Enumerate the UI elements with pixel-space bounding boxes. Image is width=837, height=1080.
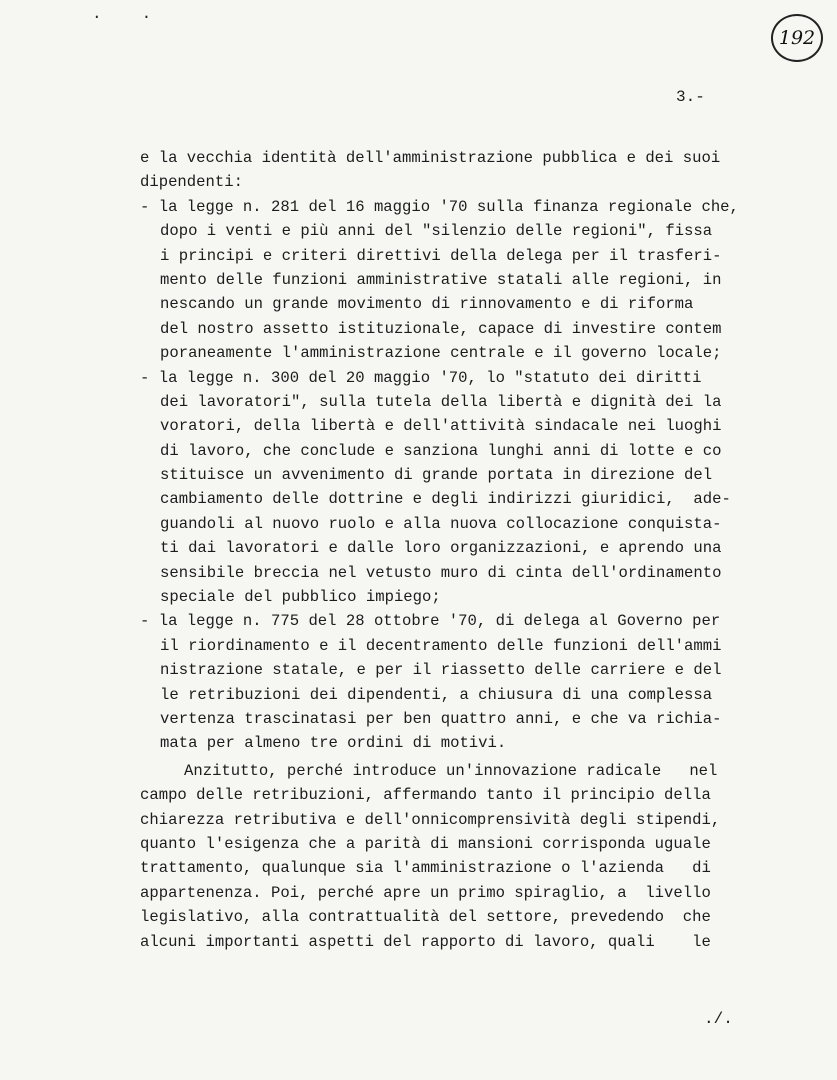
text-line: alcuni importanti aspetti del rapporto di lavoro, quali le bbox=[140, 932, 711, 951]
text-line: i principi e criteri direttivi della delega per il trasferi- bbox=[160, 246, 722, 265]
text-line: nescando un grande movimento di rinnovamento e di riforma bbox=[160, 295, 694, 314]
text-line: Anzitutto, perché introduce un'innovazione radicale nel bbox=[184, 761, 718, 780]
text-line: voratori, della libertà e dell'attività sindacale nei luoghi bbox=[160, 417, 722, 436]
text-line: le retribuzioni dei dipendenti, a chiusura di una complessa bbox=[160, 685, 713, 704]
text-line: speciale del pubblico impiego; bbox=[160, 588, 441, 607]
text-line: legislativo, alla contrattualità del settore, prevedendo che bbox=[140, 908, 711, 927]
text-line: quanto l'esigenza che a parità di mansioni corrisponda uguale bbox=[140, 834, 711, 853]
text-line: - la legge n. 775 del 28 ottobre '70, di delega al Governo per bbox=[140, 612, 721, 631]
text-line: appartenenza. Poi, perché apre un primo spiraglio, a livello bbox=[140, 883, 711, 902]
archive-stamp: 192 bbox=[771, 14, 823, 62]
text-line: dei lavoratori", sulla tutela della libertà e dignità dei la bbox=[160, 392, 722, 411]
continuation-mark: ./. bbox=[704, 1010, 733, 1028]
text-line: di lavoro, che conclude e sanziona lunghi anni di lotte e co bbox=[160, 441, 722, 460]
text-line: - la legge n. 300 del 20 maggio '70, lo "statuto dei diritti bbox=[140, 368, 702, 387]
text-line: del nostro assetto istituzionale, capace di investire contem bbox=[160, 319, 722, 338]
text-line: mata per almeno tre ordini di motivi. bbox=[160, 734, 507, 753]
text-line: - la legge n. 281 del 16 maggio '70 sulla finanza regionale che, bbox=[140, 197, 739, 216]
body-text bbox=[140, 146, 780, 954]
text-line: nistrazione statale, e per il riassetto delle carriere e del bbox=[160, 661, 722, 680]
text-line: poraneamente l'amministrazione centrale e il governo locale; bbox=[160, 344, 722, 363]
text-line: campo delle retribuzioni, affermando tanto il principio della bbox=[140, 786, 711, 805]
text-line: dopo i venti e più anni del "silenzio delle regioni", fissa bbox=[160, 222, 713, 241]
text-line: guandoli al nuovo ruolo e alla nuova collocazione conquista- bbox=[160, 514, 722, 533]
text-line: ti dai lavoratori e dalle loro organizzazioni, e aprendo una bbox=[160, 539, 722, 558]
text-line: trattamento, qualunque sia l'amministrazione o l'azienda di bbox=[140, 859, 711, 878]
punch-marks: ·· bbox=[92, 8, 192, 26]
page-number: 3.- bbox=[676, 88, 705, 106]
text-line: stituisce un avvenimento di grande portata in direzione del bbox=[160, 466, 713, 485]
text-line: dipendenti: bbox=[140, 173, 243, 192]
text-line: mento delle funzioni amministrative statali alle regioni, in bbox=[160, 270, 722, 289]
text-line: il riordinamento e il decentramento delle funzioni dell'ammi bbox=[160, 636, 722, 655]
text-line: cambiamento delle dottrine e degli indirizzi giuridici, ade- bbox=[160, 490, 731, 509]
text-line: chiarezza retributiva e dell'onnicomprensività degli stipendi, bbox=[140, 810, 721, 829]
text-line: vertenza trascinatasi per ben quattro anni, e che va richia- bbox=[160, 709, 722, 728]
text-line: e la vecchia identità dell'amministrazione pubblica e dei suoi bbox=[140, 149, 721, 167]
text-line: sensibile breccia nel vetusto muro di cinta dell'ordinamento bbox=[160, 563, 722, 582]
